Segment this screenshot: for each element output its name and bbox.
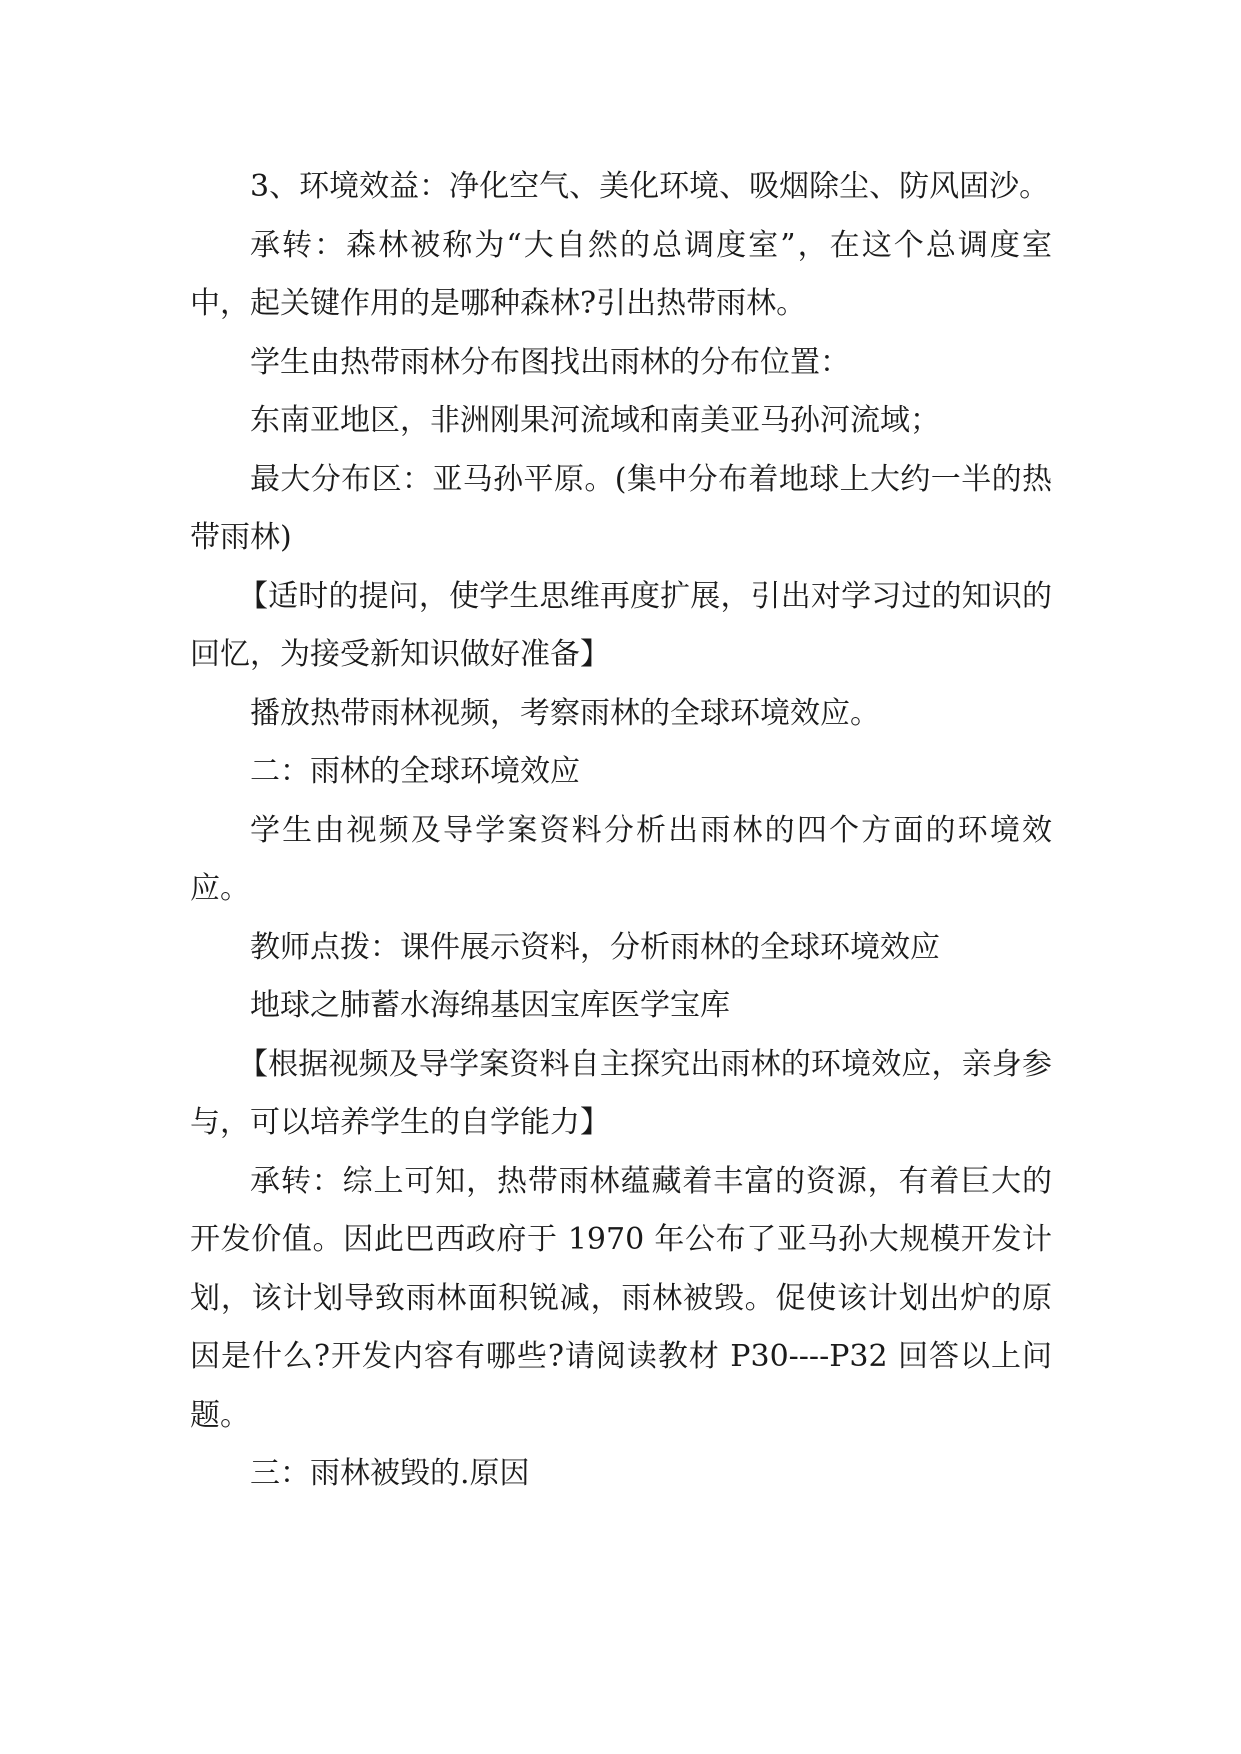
paragraph-teaching-note-questions: 【适时的提问，使学生思维再度扩展，引出对学习过的知识的回忆，为接受新知识做好准备】	[190, 578, 1052, 672]
paragraph-effects-list: 地球之肺蓄水海绵基因宝库医学宝库	[250, 988, 730, 1023]
paragraph-students-find-distribution: 学生由热带雨林分布图找出雨林的分布位置：	[250, 344, 850, 380]
paragraph-transition-forest: 承转：森林被称为“大自然的总调度室”，在这个总调度室中，起关键作用的是哪种森林?引出热带雨林。	[190, 227, 1052, 321]
paragraph-largest-distribution: 最大分布区：亚马孙平原。(集中分布着地球上大约一半的热带雨林)	[190, 461, 1052, 555]
paragraph-environmental-benefits: 3、环境效益：净化空气、美化环境、吸烟除尘、防风固沙。	[250, 169, 1050, 204]
section-heading-global-effects: 二：雨林的全球环境效应	[250, 754, 580, 789]
section-heading-destruction-causes: 三：雨林被毁的.原因	[250, 1456, 530, 1491]
paragraph-play-video: 播放热带雨林视频，考察雨林的全球环境效应。	[250, 695, 880, 731]
paragraph-teacher-guidance: 教师点拨：课件展示资料，分析雨林的全球环境效应	[250, 929, 940, 965]
paragraph-transition-development: 承转：综上可知，热带雨林蕴藏着丰富的资源，有着巨大的开发价值。因此巴西政府于 1970 年公布了亚马孙大规模开发计划，该计划导致雨林面积锐减，雨林被毁。促使该计划出炉的原因是什么?开发内容有哪些?请阅读教材 P30----P32 回答以上问题。	[190, 1163, 1052, 1433]
document-body	[190, 158, 1052, 1504]
paragraph-students-analyze: 学生由视频及导学案资料分析出雨林的四个方面的环境效应。	[190, 812, 1052, 906]
paragraph-distribution-regions: 东南亚地区，非洲刚果河流域和南美亚马孙河流域；	[250, 403, 940, 438]
paragraph-teaching-note-self-study: 【根据视频及导学案资料自主探究出雨林的环境效应，亲身参与，可以培养学生的自学能力】	[190, 1046, 1052, 1140]
